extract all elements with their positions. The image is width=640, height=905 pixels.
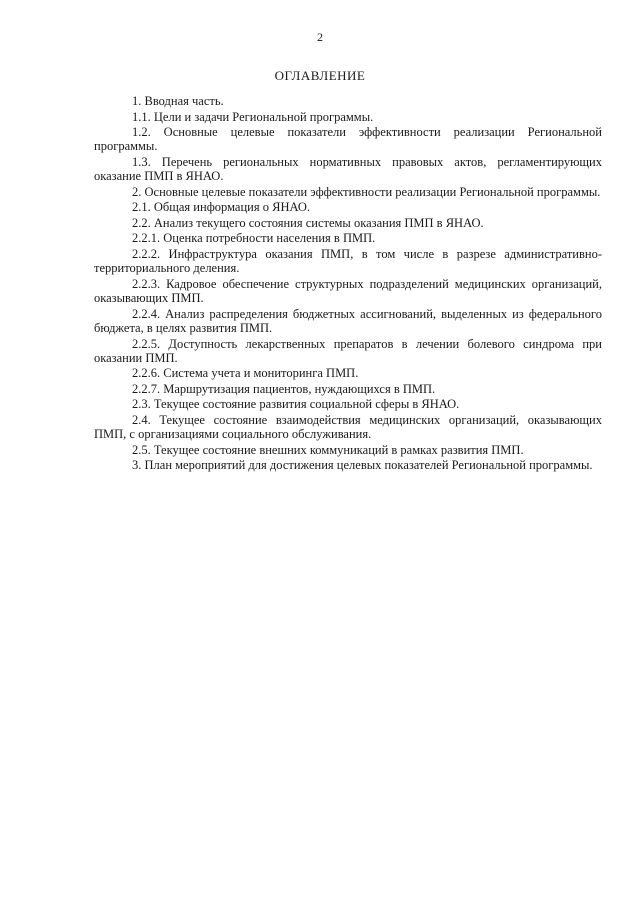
toc-entry-2: 2. Основные целевые показатели эффективности реализации Региональной программы.	[132, 184, 601, 199]
toc-entry-2-3: 2.3. Текущее состояние развития социальной сферы в ЯНАО.	[132, 397, 460, 412]
page-number: 2	[317, 30, 323, 44]
toc-entry-2-2-3: 2.2.3. Кадровое обеспечение структурных подразделений медицинских организаций, оказывающих ПМП.	[94, 276, 602, 306]
toc-entry-2-2-7: 2.2.7. Маршрутизация пациентов, нуждающихся в ПМП.	[132, 381, 436, 396]
toc-entry-2-1: 2.1. Общая информация о ЯНАО.	[132, 200, 311, 215]
toc-entry-2-2: 2.2. Анализ текущего состояния системы оказания ПМП в ЯНАО.	[132, 215, 484, 230]
toc-entry-2-4: 2.4. Текущее состояние взаимодействия медицинских организаций, оказывающих ПМП, с организациями социального обслуживания.	[94, 412, 602, 442]
toc-entry-2-2-5: 2.2.5. Доступность лекарственных препаратов в лечении болевого синдрома при оказании ПМП.	[94, 336, 602, 365]
toc-heading: ОГЛАВЛЕНИЕ	[274, 68, 366, 83]
toc-entry-2-5: 2.5. Текущее состояние внешних коммуникаций в рамках развития ПМП.	[132, 442, 524, 457]
toc-entry-1-1: 1.1. Цели и задачи Региональной программы.	[132, 109, 374, 124]
toc-entry-2-2-2: 2.2.2. Инфраструктура оказания ПМП, в том числе в разрезе административно-территориального деления.	[94, 246, 602, 276]
toc-entry-1-3: 1.3. Перечень региональных нормативных правовых актов, регламентирующих оказание ПМП в ЯНАО.	[94, 154, 602, 184]
toc-entry-1: 1. Вводная часть.	[132, 94, 224, 108]
toc-entry-2-2-6: 2.2.6. Система учета и мониторинга ПМП.	[132, 366, 359, 381]
toc-entry-2-2-1: 2.2.1. Оценка потребности населения в ПМП.	[132, 231, 376, 246]
table-of-contents	[94, 94, 602, 474]
toc-entry-2-2-4: 2.2.4. Анализ распределения бюджетных ассигнований, выделенных из федерального бюджета, в целях развития ПМП.	[94, 306, 602, 336]
toc-entry-3: 3. План мероприятий для достижения целевых показателей Региональной программы.	[132, 458, 593, 473]
toc-entry-1-2: 1.2. Основные целевые показатели эффективности реализации Региональной программы.	[94, 125, 602, 154]
